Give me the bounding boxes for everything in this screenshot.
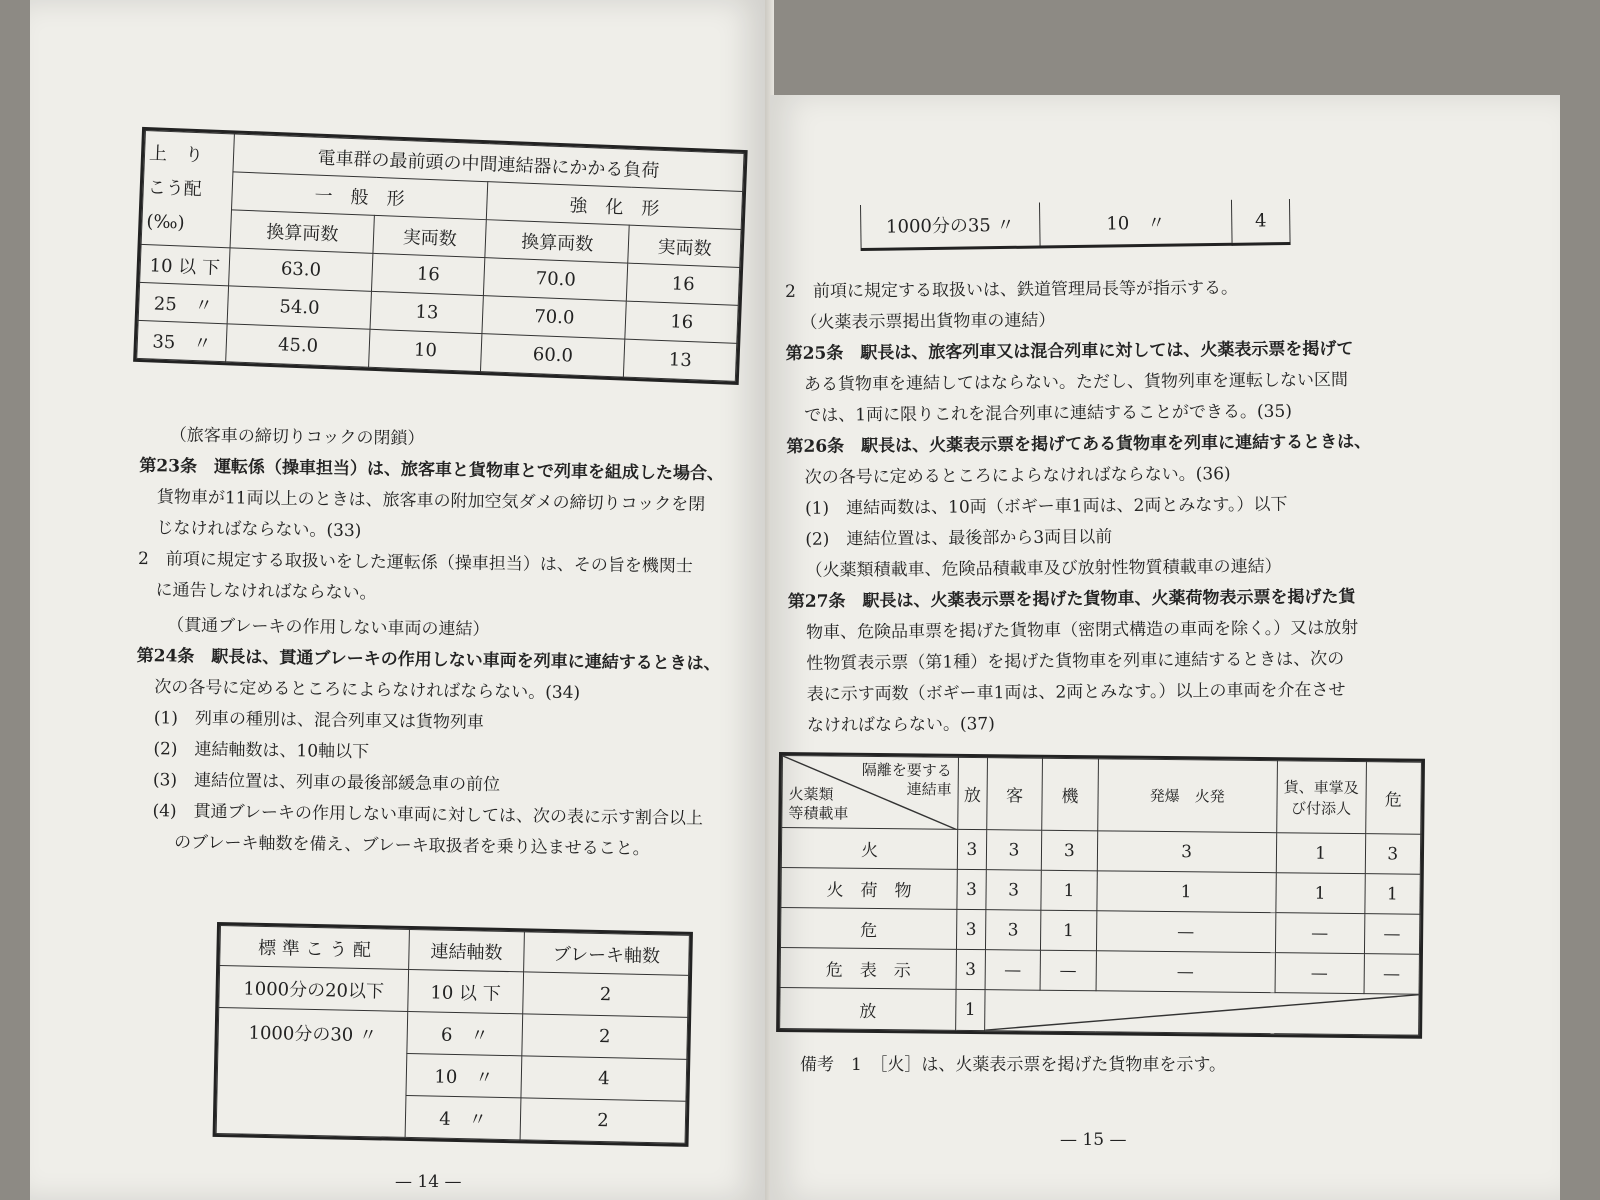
- col-header: 換算両数: [485, 220, 630, 263]
- article-25: 第25条 駅長は、旅客列車又は混合列車に対しては、火薬表示票を掲げて: [785, 339, 1354, 364]
- article-24: 第24条 駅長は、貫通ブレーキの作用しない車両を列車に連結するときは、: [136, 645, 721, 675]
- diagonal-header: 隔離を要する 連結車 火薬類 等積載車: [782, 756, 959, 830]
- text-line: のブレーキ軸数を備え、ブレーキ取扱者を乗り込ませること。: [173, 832, 650, 860]
- table-row: 危 3 3 1 — — —: [780, 907, 1419, 954]
- text-line: ある貨物車を連結してはならない。ただし、貨物列車を運転しない区間: [803, 370, 1349, 395]
- section-heading: （旅客車の締切りコックの閉鎖）: [169, 425, 425, 449]
- text-line: 2 前項に規定する取扱いは、鉄道管理局長等が指示する。: [785, 278, 1239, 302]
- text-line: では、1両に限りこれを混合列車に連結することができる。(35): [804, 401, 1292, 426]
- strong-type-header: 強 化 形: [486, 182, 742, 230]
- left-page: [30, 0, 765, 1200]
- col-header: 換算両数: [230, 210, 375, 253]
- table-row: 1000分の35 〃 10 〃 4: [860, 199, 1290, 249]
- col-header: ブレーキ軸数: [524, 932, 690, 975]
- table-row: 危 表 示 3 — — — — —: [780, 947, 1419, 994]
- text-line: じなければならない。(33): [156, 518, 362, 542]
- table-row: 火 荷 物 3 3 1 1 1 1: [781, 867, 1420, 914]
- list-item: (4) 貫通ブレーキの作用しない車両に対しては、次の表に示す割合以上: [152, 801, 704, 829]
- section-heading: （火薬類積載車、危険品積載車及び放射性物質積載車の連結）: [805, 556, 1282, 581]
- table-row: 1000分の20以下 10 以 下 2: [219, 966, 689, 1018]
- section-heading: （火薬表示票掲出貨物車の連結）: [800, 310, 1056, 333]
- col-header: 実両数: [373, 215, 486, 257]
- general-type-header: 一 般 形: [231, 172, 487, 220]
- table-row: 火 3 3 3 3 1 3: [781, 828, 1420, 875]
- section-heading: （貫通ブレーキの作用しない車両の連結）: [166, 615, 490, 640]
- text-line: 2 前項に規定する取扱いをした運転係（操車担当）は、その旨を機関士: [137, 548, 693, 577]
- table-row: 25 〃 54.0 13 70.0 16: [138, 282, 738, 343]
- list-item: (2) 連結位置は、最後部から3両目以前: [805, 527, 1113, 550]
- list-item: (1) 列車の種別は、混合列車又は貨物列車: [153, 708, 485, 733]
- col-header: 貨、車掌及び付添人: [1276, 761, 1366, 834]
- table-row: 放 1: [780, 987, 1419, 1035]
- text-line: 貨物車が11両以上のときは、旅客車の附加空気ダメの締切りコックを閉: [156, 487, 706, 515]
- col-header: 危: [1365, 762, 1421, 835]
- text-line: に通告しなければならない。: [155, 580, 377, 604]
- load-table: [136, 130, 744, 382]
- article-27: 第27条 駅長は、火薬表示票を掲げた貨物車、火薬荷物表示票を掲げた貨: [787, 587, 1356, 612]
- col-header: 標 準 こ う 配: [220, 926, 410, 970]
- text-line: 物車、危険品車票を掲げた貨物車（密閉式構造の車両を除く。）又は放射: [806, 618, 1359, 643]
- text-line: なければならない。(37): [806, 714, 995, 736]
- grade-header: 上 り こう配 (‰): [141, 131, 234, 248]
- page-number: — 15 —: [1060, 1130, 1127, 1150]
- col-header: 発爆 火発: [1097, 759, 1277, 833]
- page-number: — 14 —: [395, 1172, 462, 1192]
- col-header: 客: [986, 758, 1042, 831]
- col-header: 連結軸数: [409, 929, 525, 971]
- text-line: 次の各号に定めるところによらなければならない。(34): [154, 677, 581, 704]
- table-row: 35 〃 45.0 10 60.0 13: [137, 320, 737, 381]
- col-header: 機: [1042, 758, 1098, 831]
- article-26: 第26条 駅長は、火薬表示票を掲げてある貨物車を列車に連結するときは、: [786, 431, 1372, 457]
- col-header: 実両数: [628, 225, 741, 267]
- empty-diagonal-cell: [984, 990, 1419, 1036]
- text-line: 表に示す両数（ボギー車1両は、2両とみなす。）以上の車両を介在させ: [806, 680, 1346, 705]
- right-page: [770, 95, 1560, 1200]
- diagonal-line: [985, 990, 1419, 1035]
- table-row: 4 〃 2: [216, 1091, 686, 1143]
- table-row: 10 〃 4: [217, 1049, 687, 1101]
- article-23: 第23条 運転係（操車担当）は、旅客車と貨物車とで列車を組成した場合、: [139, 455, 725, 485]
- brake-axle-table: [216, 925, 690, 1144]
- table-row: 1000分の30 〃 6 〃 2: [218, 1007, 688, 1059]
- text-line: 次の各号に定めるところによらなければならない。(36): [804, 464, 1231, 488]
- separation-table: [779, 755, 1422, 1036]
- table-row: 10 以 下 63.0 16 70.0 16: [140, 244, 740, 305]
- list-item: (2) 連結軸数は、10軸以下: [153, 739, 370, 763]
- brake-axle-table-continued: [860, 199, 1291, 250]
- list-item: (1) 連結両数は、10両（ボギー車1両は、2両とみなす。）以下: [804, 494, 1288, 519]
- col-header: 放: [958, 757, 988, 829]
- list-item: (3) 連結位置は、列車の最後部緩急車の前位: [152, 770, 501, 796]
- text-line: 性物質表示票（第1種）を掲げた貨物車を列車に連結するときは、次の: [806, 649, 1345, 674]
- load-title: 電車群の最前頭の中間連結器にかかる負荷: [233, 134, 744, 192]
- remark-note: 備考 1 ［火］は、火薬表示票を掲げた貨物車を示す。: [800, 1055, 1226, 1075]
